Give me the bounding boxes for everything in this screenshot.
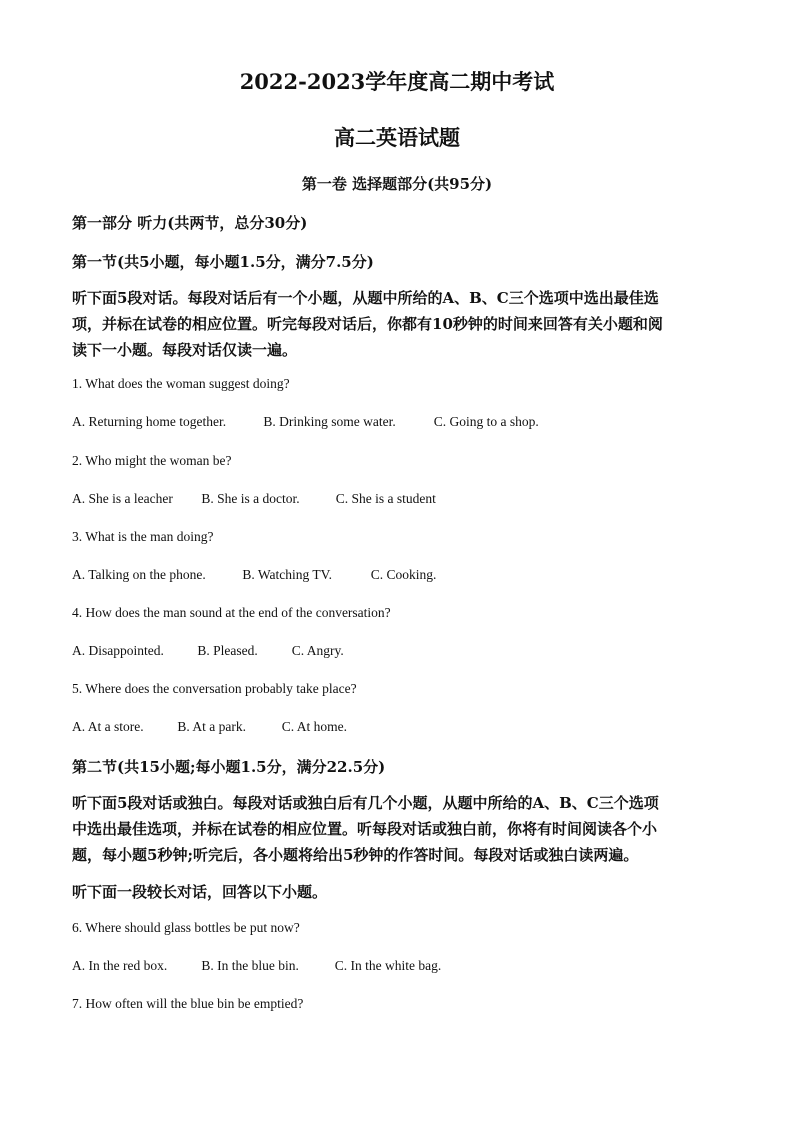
exam-title: 2022-2023学年度高二期中考试 bbox=[239, 69, 555, 94]
instruction-line: 中选出最佳选项，并标在试卷的相应位置。听每段对话或独白前，你将有时间阅读各个小 bbox=[72, 820, 658, 838]
option-c: C. Cooking. bbox=[370, 567, 437, 582]
instruction-line: 听下面5段对话或独白。每段对话或独白后有几个小题，从题中所给的A、B、C三个选项 bbox=[72, 794, 659, 812]
option-c: C. At home. bbox=[281, 719, 348, 734]
option-b: B. At a park. bbox=[177, 719, 246, 734]
question-text: 3. What is the man doing? bbox=[72, 529, 214, 544]
question-text: 5. Where does the conversation probably take place? bbox=[72, 681, 357, 696]
options-row bbox=[72, 719, 347, 735]
option-a: A. Talking on the phone. bbox=[72, 567, 206, 582]
question-text: 1. What does the woman suggest doing? bbox=[72, 376, 290, 391]
option-a: A. In the red box. bbox=[72, 958, 168, 973]
question-text: 2. Who might the woman be? bbox=[72, 453, 232, 468]
options-row bbox=[72, 643, 344, 659]
section1-instructions bbox=[72, 285, 724, 363]
option-c: C. In the white bag. bbox=[334, 958, 442, 973]
question-text: 7. How often will the blue bin be emptied? bbox=[72, 996, 304, 1011]
section1-heading: 第一节(共5小题，每小题1.5分，满分7.5分) bbox=[72, 253, 374, 271]
options-row bbox=[72, 414, 539, 430]
option-b: B. Pleased. bbox=[197, 643, 258, 658]
option-b: B. Drinking some water. bbox=[263, 414, 396, 429]
instruction-line: 听下面5段对话。每段对话后有一个小题，从题中所给的A、B、C三个选项中选出最佳选 bbox=[72, 289, 659, 307]
option-a: A. She is a leacher bbox=[72, 491, 173, 506]
part1-heading: 第一部分 听力(共两节，总分30分) bbox=[72, 214, 308, 232]
option-a: A. Returning home together. bbox=[72, 414, 227, 429]
options-row bbox=[72, 958, 441, 974]
question-text: 4. How does the man sound at the end of the conversation? bbox=[72, 605, 391, 620]
section2-instructions bbox=[72, 790, 724, 868]
sub-instruction: 听下面一段较长对话，回答以下小题。 bbox=[72, 883, 328, 901]
option-b: B. She is a doctor. bbox=[201, 491, 300, 506]
option-c: C. Angry. bbox=[291, 643, 344, 658]
exam-subtitle: 高二英语试题 bbox=[334, 125, 460, 150]
option-c: C. Going to a shop. bbox=[433, 414, 539, 429]
section2-heading: 第二节(共15小题;每小题1.5分，满分22.5分) bbox=[72, 758, 386, 776]
volume-heading: 第一卷 选择题部分(共95分) bbox=[301, 175, 493, 193]
option-a: A. Disappointed. bbox=[72, 643, 164, 658]
instruction-line: 题，每小题5秒钟;听完后，各小题将给出5秒钟的作答时间。每段对话或独白读两遍。 bbox=[72, 846, 639, 864]
option-b: B. Watching TV. bbox=[242, 567, 333, 582]
options-row bbox=[72, 567, 436, 583]
question-text: 6. Where should glass bottles be put now? bbox=[72, 920, 300, 935]
instruction-line: 项，并标在试卷的相应位置。听完每段对话后，你都有10秒钟的时间来回答有关小题和阅 bbox=[72, 315, 663, 333]
option-a: A. At a store. bbox=[72, 719, 144, 734]
instruction-line: 读下一小题。每段对话仅读一遍。 bbox=[72, 341, 298, 359]
options-row bbox=[72, 491, 436, 507]
option-c: C. She is a student bbox=[335, 491, 436, 506]
option-b: B. In the blue bin. bbox=[201, 958, 299, 973]
